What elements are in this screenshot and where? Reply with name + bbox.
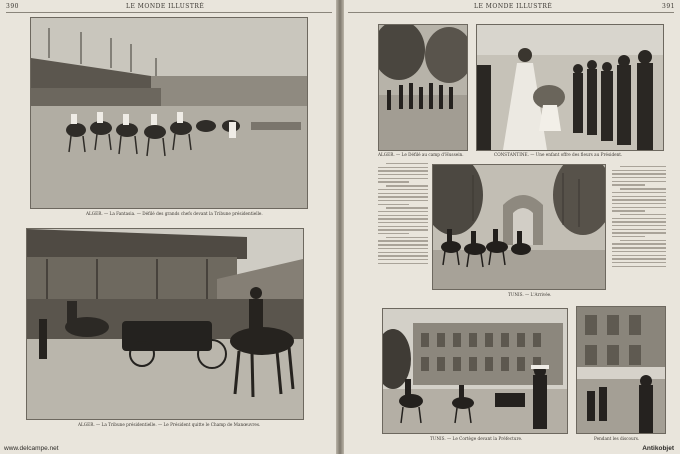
right-header-rule — [348, 12, 674, 13]
right-page-number: 391 — [662, 3, 675, 10]
photo-arrivee — [432, 164, 606, 290]
photo-tribune — [26, 228, 304, 420]
photo-fantasia-caption: ALGER. — La Fantasia. — Défilé des grands chefs devant la Tribune présidentielle. — [86, 211, 263, 216]
photo-defile-camp-caption: ALGER. — Le Défilé au camp d'Hussein. — [378, 152, 464, 157]
article-column-right — [612, 166, 666, 306]
photo-fleurs — [476, 24, 664, 151]
article-column-left — [378, 163, 428, 303]
right-header-title: LE MONDE ILLUSTRÉ — [474, 3, 553, 10]
photo-arrivee-caption: TUNIS. — L'Arrivée. — [508, 292, 552, 297]
photo-discours-caption: Pendant les discours. — [594, 436, 640, 441]
photo-tribune-caption: ALGER. — La Tribune présidentielle. — Le Président quitte le Champ de Manœuvres. — [78, 422, 261, 427]
watermark-antikobjet: Antikobjet — [642, 445, 674, 452]
right-page — [344, 0, 680, 454]
left-page-number: 390 — [6, 3, 19, 10]
photo-cortege-caption: TUNIS. — Le Cortège devant la Préfecture. — [430, 436, 523, 441]
photo-cortege-prefecture — [382, 308, 568, 434]
book-spine — [336, 0, 344, 454]
watermark-delcampe: www.delcampe.net — [4, 445, 59, 452]
photo-defile-camp — [378, 24, 468, 151]
photo-discours — [576, 306, 666, 434]
photo-fantasia — [30, 17, 308, 209]
left-page — [0, 0, 336, 454]
left-header-title: LE MONDE ILLUSTRÉ — [126, 3, 205, 10]
left-header-rule — [6, 12, 332, 13]
photo-fleurs-caption: CONSTANTINE. — Une enfant offre des fleurs au Président. — [494, 152, 623, 157]
